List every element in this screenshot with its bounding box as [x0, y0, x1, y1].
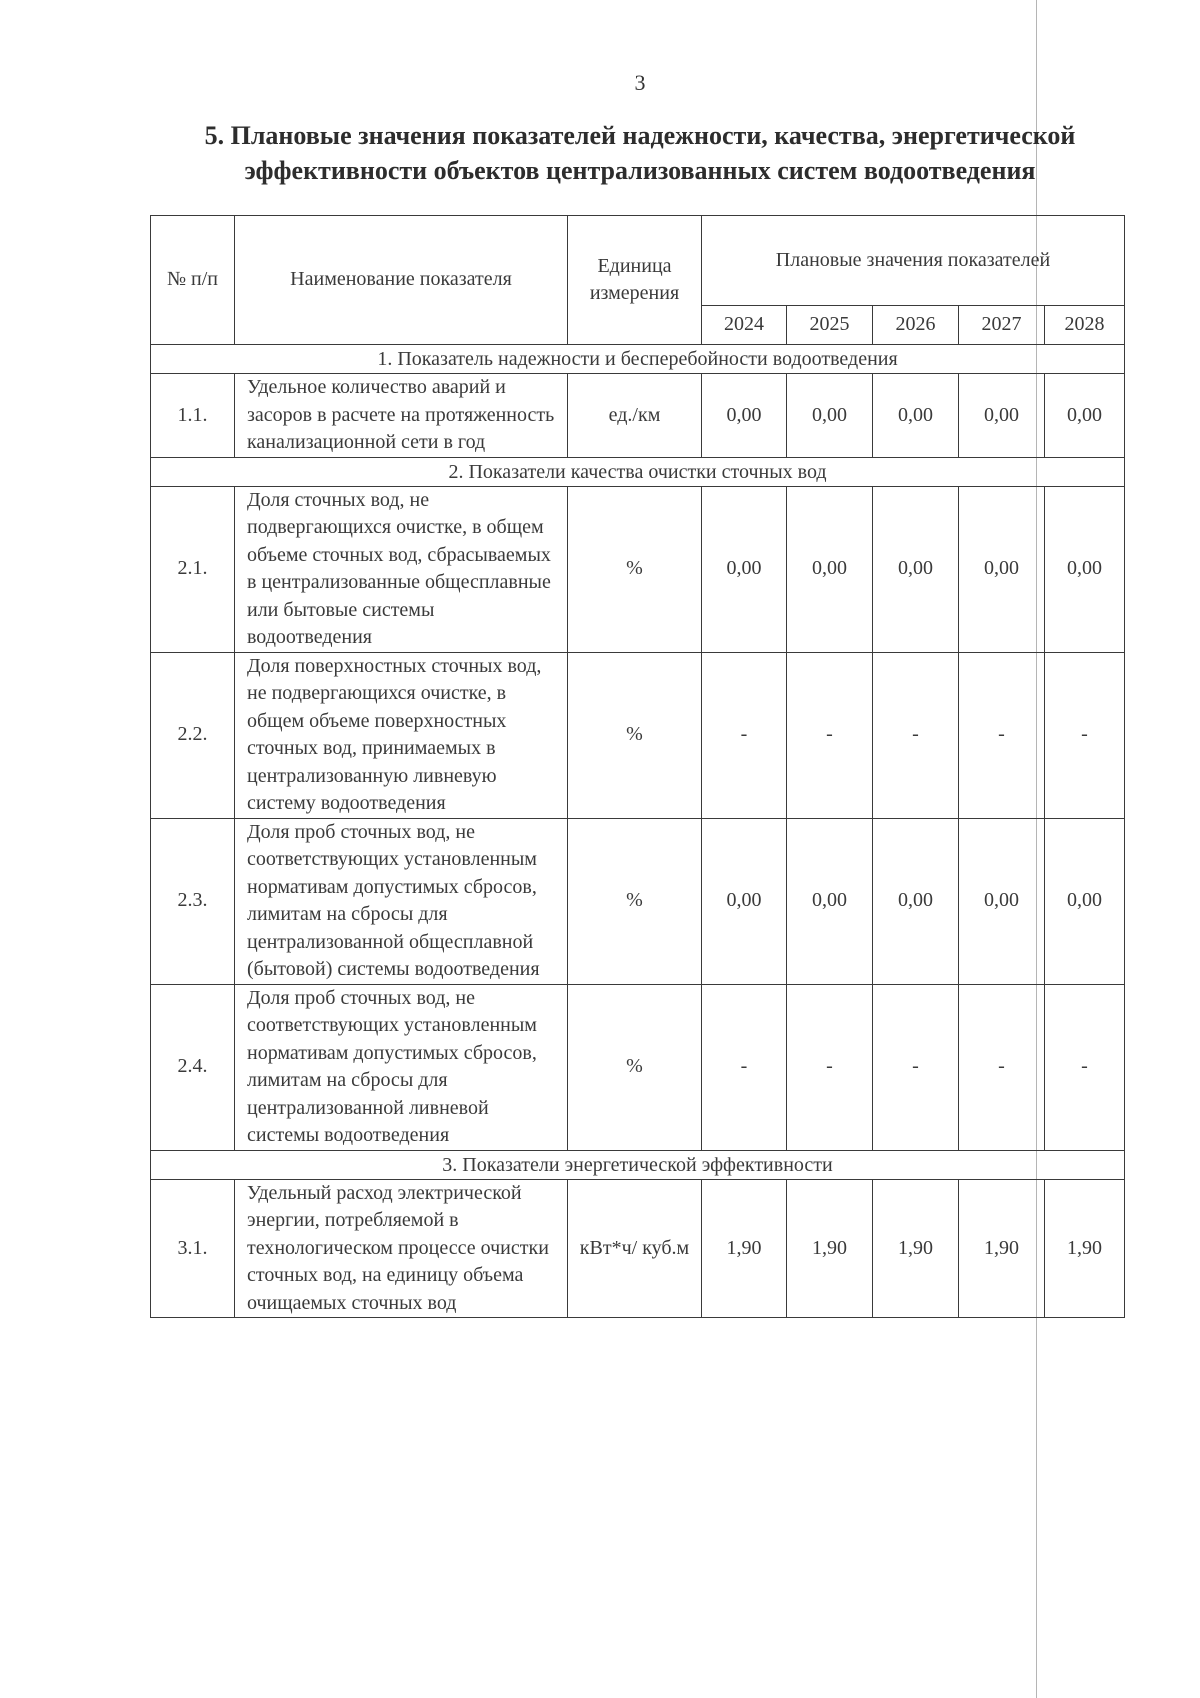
header-row — [151, 216, 1125, 306]
header-year: 2027 — [959, 306, 1045, 345]
indicator-name: Доля проб сточных вод, не соответствующих установленным нормативам допустимых сбросов, лимитам на сбросы для централизованной ливневой системы водоотведения — [235, 984, 568, 1150]
indicator-name: Доля сточных вод, не подвергающихся очистке, в общем объеме сточных вод, сбрасываемых в централизованные общесплавные или бытовые системы водоотведения — [235, 486, 568, 652]
planned-value: 1,90 — [702, 1179, 787, 1318]
planned-value: 0,00 — [787, 818, 873, 984]
section-header-row — [151, 345, 1125, 374]
section-header-row — [151, 1150, 1125, 1179]
planned-value: 1,90 — [873, 1179, 959, 1318]
title-line-1: 5. Плановые значения показателей надежности, качества, энергетической — [204, 121, 1076, 150]
section-title: 3. Показатели энергетической эффективности — [151, 1150, 1125, 1179]
planned-value: 0,00 — [1045, 374, 1125, 458]
planned-value: 0,00 — [873, 818, 959, 984]
planned-value: 1,90 — [959, 1179, 1045, 1318]
planned-value: - — [873, 984, 959, 1150]
planned-value: 0,00 — [1045, 486, 1125, 652]
table-body — [151, 345, 1125, 1318]
table-row — [151, 486, 1125, 652]
planned-value: 0,00 — [873, 374, 959, 458]
planned-value: - — [787, 984, 873, 1150]
header-planned-values: Плановые значения показателей — [702, 216, 1125, 306]
planned-value: 0,00 — [959, 374, 1045, 458]
header-year: 2026 — [873, 306, 959, 345]
table-row — [151, 1179, 1125, 1318]
table-row — [151, 984, 1125, 1150]
header-year: 2025 — [787, 306, 873, 345]
unit-of-measure: кВт*ч/ куб.м — [568, 1179, 702, 1318]
indicator-name: Доля проб сточных вод, не соответствующих установленным нормативам допустимых сбросов, лимитам на сбросы для централизованной общесплавной (бытовой) системы водоотведения — [235, 818, 568, 984]
page-number: 3 — [634, 70, 646, 95]
section-header-row — [151, 457, 1125, 486]
document-title — [140, 118, 1140, 188]
row-number: 3.1. — [151, 1179, 235, 1318]
planned-value: 1,90 — [1045, 1179, 1125, 1318]
row-number: 2.2. — [151, 652, 235, 818]
table-row — [151, 652, 1125, 818]
planned-value: 0,00 — [873, 486, 959, 652]
section-title: 2. Показатели качества очистки сточных вод — [151, 457, 1125, 486]
table-row — [151, 374, 1125, 458]
indicator-name: Удельное количество аварий и засоров в расчете на протяженность канализационной сети в год — [235, 374, 568, 458]
planned-value: - — [1045, 652, 1125, 818]
row-number: 2.4. — [151, 984, 235, 1150]
unit-of-measure: % — [568, 818, 702, 984]
planned-value: - — [702, 984, 787, 1150]
row-number: 1.1. — [151, 374, 235, 458]
unit-of-measure: ед./км — [568, 374, 702, 458]
indicator-name: Удельный расход электрической энергии, потребляемой в технологическом процессе очистки сточных вод, на единицу объема очищаемых сточных вод — [235, 1179, 568, 1318]
planned-value: 1,90 — [787, 1179, 873, 1318]
planned-value: 0,00 — [702, 374, 787, 458]
planned-value: 0,00 — [702, 486, 787, 652]
planned-value: - — [873, 652, 959, 818]
planned-value: 0,00 — [959, 486, 1045, 652]
indicators-table — [150, 215, 1125, 1318]
planned-value: 0,00 — [959, 818, 1045, 984]
header-unit: Единица измерения — [568, 216, 702, 345]
planned-value: - — [787, 652, 873, 818]
unit-of-measure: % — [568, 984, 702, 1150]
unit-of-measure: % — [568, 486, 702, 652]
header-name: Наименование показателя — [235, 216, 568, 345]
planned-value: - — [702, 652, 787, 818]
indicator-name: Доля поверхностных сточных вод, не подвергающихся очистке, в общем объеме поверхностных сточных вод, принимаемых в централизованную ливневую систему водоотведения — [235, 652, 568, 818]
title-line-2: эффективности объектов централизованных систем водоотведения — [244, 156, 1036, 185]
header-year: 2028 — [1045, 306, 1125, 345]
planned-value: 0,00 — [787, 486, 873, 652]
planned-value: 0,00 — [787, 374, 873, 458]
planned-value: - — [959, 984, 1045, 1150]
row-number: 2.1. — [151, 486, 235, 652]
planned-value: 0,00 — [1045, 818, 1125, 984]
section-title: 1. Показатель надежности и бесперебойности водоотведения — [151, 345, 1125, 374]
planned-value: 0,00 — [702, 818, 787, 984]
planned-value: - — [1045, 984, 1125, 1150]
header-year: 2024 — [702, 306, 787, 345]
planned-value: - — [959, 652, 1045, 818]
table-row — [151, 818, 1125, 984]
header-number: № п/п — [151, 216, 235, 345]
unit-of-measure: % — [568, 652, 702, 818]
row-number: 2.3. — [151, 818, 235, 984]
